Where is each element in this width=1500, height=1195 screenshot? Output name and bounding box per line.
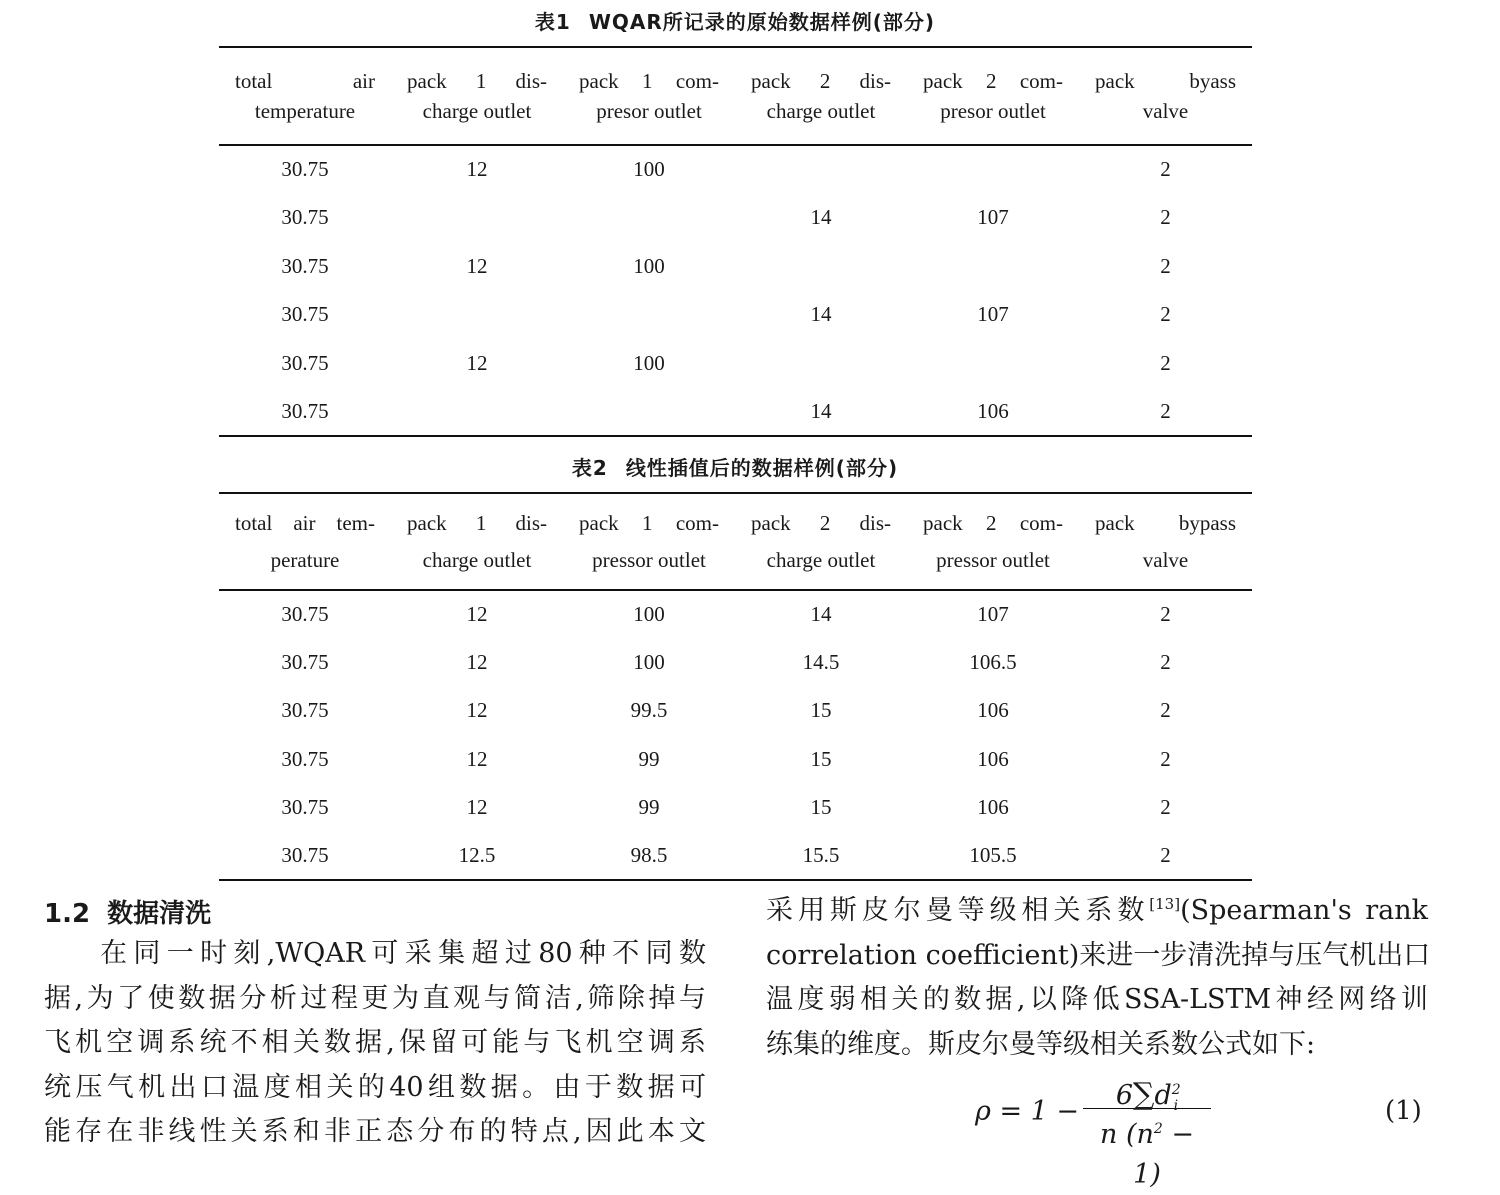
table1-col-header: pack 2 com- presor outlet [923,69,1063,123]
table-cell: 2 [1160,157,1171,182]
table-cell [391,291,563,340]
table-cell: 15 [810,698,832,723]
table1-col-header: pack byass valve [1095,69,1236,123]
table-cell: 12 [466,649,488,674]
table1-header-row [219,47,1252,145]
table1 [219,46,1252,437]
left-column-paragraph [44,932,706,1155]
table2-col-header: pack 1 dis- charge outlet [407,510,547,572]
table-cell [907,242,1079,291]
table-row [219,291,1252,340]
table-cell: 99.5 [630,698,668,723]
table-cell: 106 [977,794,1009,819]
table-cell: 30.75 [281,794,329,819]
table-cell [735,339,907,388]
table-cell: 107 [977,302,1009,327]
table-row [219,145,1252,194]
table-cell: 12.5 [458,842,496,867]
equation-den-post: − 1) [1133,1119,1195,1190]
table-cell: 12 [466,602,488,627]
section-heading [44,893,211,930]
table-cell: 30.75 [281,205,329,230]
table2-col-header: total air tem- perature [235,510,375,572]
table2-col-header: pack bypass valve [1095,510,1236,572]
equation-den-pre: n (n [1099,1119,1154,1150]
table-cell: 2 [1160,205,1171,230]
table2-title: 线性插值后的数据样例(部分) [625,456,899,480]
table-row [219,339,1252,388]
table-cell: 30.75 [281,746,329,771]
spearman-equation [975,1072,1235,1190]
table-cell: 2 [1160,698,1171,723]
equation-lhs: ρ = 1 − [975,1096,1080,1127]
equation-denominator [1083,1109,1211,1190]
table-row [219,242,1252,291]
table-cell: 15 [810,746,832,771]
paragraph-line: 能存在非线性关系和非正态分布的特点,因此本文 [44,1116,706,1147]
table-cell: 99 [638,794,660,819]
table-cell: 14 [810,602,832,627]
equation-var: d [1154,1080,1172,1111]
table-cell: 30.75 [281,253,329,278]
table-cell: 106 [977,746,1009,771]
paragraph-line: 飞机空调系统不相关数据,保留可能与飞机空调系 [44,1027,706,1058]
right-column-paragraph [766,889,1431,1067]
table-cell: 106 [977,398,1009,423]
table-cell: 12 [466,746,488,771]
table-cell: 30.75 [281,350,329,375]
sigma-symbol: ∑ [1133,1077,1155,1112]
table-cell: 99 [638,746,660,771]
table1-number: 表1 [534,10,571,34]
table1-col-header: total air temperature [235,69,375,123]
table1-col-header: pack 1 dis- charge outlet [407,69,547,123]
table1-col-header: pack 2 dis- charge outlet [751,69,891,123]
table-row [219,388,1252,437]
table-cell: 100 [633,350,665,375]
table-cell: 98.5 [630,842,668,867]
paragraph-line: 练集的维度。斯皮尔曼等级相关系数公式如下: [766,1028,1316,1060]
equation-sup: 2 [1171,1082,1181,1098]
table-cell: 2 [1160,253,1171,278]
table-cell: 30.75 [281,157,329,182]
table-cell: 30.75 [281,302,329,327]
table-row [219,783,1252,831]
table-row [219,638,1252,686]
table-cell: 2 [1160,302,1171,327]
table-cell: 15.5 [802,842,840,867]
table-cell: 2 [1160,602,1171,627]
table-cell: 12 [466,157,488,182]
section-title: 数据清洗 [107,899,212,929]
table2-col-header: pack 2 dis- charge outlet [751,510,891,572]
table-cell [563,291,735,340]
paragraph-text: 采用斯皮尔曼等级相关系数 [766,895,1150,926]
table-cell: 14.5 [802,649,840,674]
paragraph-line: 在同一时刻,WQAR可采集超过80种不同数 [100,938,706,969]
table-cell [391,194,563,243]
table2-number: 表2 [571,456,608,480]
table2-header-row [219,493,1252,590]
table-cell: 30.75 [281,398,329,423]
table-cell: 100 [633,602,665,627]
table-cell [907,339,1079,388]
equation-number: (1) [1385,1096,1422,1126]
table-cell: 100 [633,253,665,278]
table-cell: 12 [466,253,488,278]
table-row [219,194,1252,243]
table-cell: 2 [1160,746,1171,771]
table1-caption [0,6,1470,35]
table-cell: 14 [810,302,832,327]
equation-numerator [1083,1072,1211,1115]
table-cell: 12 [466,794,488,819]
table-cell: 15 [810,794,832,819]
table-cell [735,145,907,194]
equation-sub: i [1173,1098,1179,1115]
table-cell: 107 [977,205,1009,230]
table-cell: 2 [1160,794,1171,819]
table-cell: 30.75 [281,698,329,723]
equation-coef: 6 [1115,1080,1134,1111]
paragraph-line: 温度弱相关的数据,以降低SSA-LSTM神经网络训 [766,984,1428,1015]
table2-col-header: pack 2 com- pressor outlet [923,510,1063,572]
table-cell [735,242,907,291]
table-cell: 2 [1160,398,1171,423]
table-cell: 12 [466,698,488,723]
table2-col-header: pack 1 com- pressor outlet [579,510,719,572]
section-number: 1.2 [44,899,91,929]
table-cell [563,388,735,437]
paragraph-line: correlation coefficient)来进一步清洗掉与压气机出口 [766,939,1431,971]
table-cell: 105.5 [969,842,1017,867]
table-cell [563,194,735,243]
table2-caption [0,452,1470,481]
table-cell: 2 [1160,649,1171,674]
table-cell: 30.75 [281,842,329,867]
table-cell: 12 [466,350,488,375]
table-cell: 107 [977,602,1009,627]
equation-fraction [1083,1072,1211,1190]
table-cell: 2 [1160,350,1171,375]
table-cell: 106.5 [969,649,1017,674]
table1-title: WQAR所记录的原始数据样例(部分) [588,10,936,34]
table-cell: 30.75 [281,649,329,674]
table-cell: 106 [977,698,1009,723]
equation-den-sup: 2 [1153,1121,1163,1137]
table-cell: 100 [633,649,665,674]
table-row [219,735,1252,783]
table1-col-header: pack 1 com- presor outlet [579,69,719,123]
table-row [219,590,1252,638]
table2 [219,492,1252,881]
paragraph-line: 据,为了使数据分析过程更为直观与简洁,筛除掉与 [44,982,706,1014]
table-cell: 2 [1160,842,1171,867]
table-cell [907,145,1079,194]
table-cell: 100 [633,157,665,182]
table-cell: 14 [810,398,832,423]
table-row [219,687,1252,735]
paragraph-line: 统压气机出口温度相关的40组数据。由于数据可 [44,1071,706,1103]
table-cell: 14 [810,205,832,230]
paragraph-line [766,889,1428,934]
citation-ref: [13] [1149,895,1181,913]
table-cell [391,388,563,437]
table-cell: 30.75 [281,602,329,627]
table-row [219,831,1252,879]
paragraph-text: (Spearman's rank [1180,895,1429,926]
